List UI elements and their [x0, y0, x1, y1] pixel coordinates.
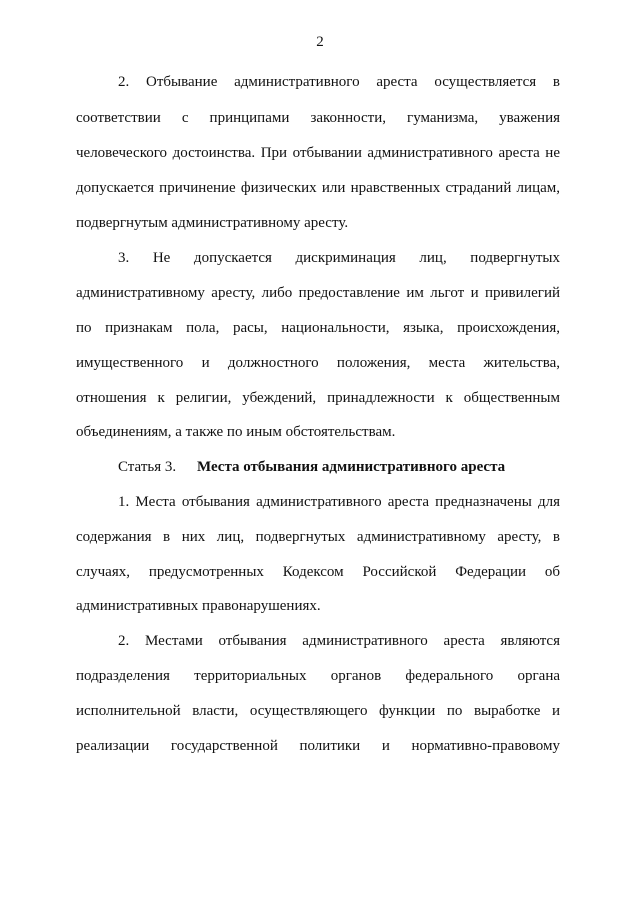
- text-line: допускается причинение физических или нравственных страданий лицам,: [76, 180, 560, 196]
- text-line: объединениям, а также по иным обстоятельствам.: [76, 424, 396, 440]
- text-line: по признакам пола, расы, национальности, языка, происхождения,: [76, 320, 560, 336]
- text-line: административных правонарушениях.: [76, 598, 321, 614]
- text-line: исполнительной власти, осуществляющего функции по выработке и: [76, 703, 560, 719]
- text-line: соответствии с принципами законности, гуманизма, уважения: [76, 110, 560, 126]
- text-line: подвергнутым административному аресту.: [76, 215, 349, 231]
- text-line: 3. Не допускается дискриминация лиц, подвергнутых: [118, 250, 560, 266]
- text-line: 1. Места отбывания административного ареста предназначены для: [118, 494, 560, 510]
- text-line: отношения к религии, убеждений, принадлежности к общественным: [76, 390, 560, 406]
- page-number: 2: [316, 34, 324, 50]
- text-line: 2. Отбывание административного ареста осуществляется в: [118, 74, 560, 90]
- text-line: подразделения территориальных органов федерального органа: [76, 668, 560, 684]
- text-line: реализации государственной политики и нормативно-правовому: [76, 738, 560, 754]
- text-line: содержания в них лиц, подвергнутых административному аресту, в: [76, 529, 560, 545]
- text-line: человеческого достоинства. При отбывании административного ареста не: [76, 145, 560, 161]
- text-line: имущественного и должностного положения, места жительства,: [76, 355, 560, 371]
- article-label: Статья 3.: [118, 459, 177, 475]
- text-line: случаях, предусмотренных Кодексом Российской Федерации об: [76, 564, 560, 580]
- text-line: 2. Местами отбывания административного ареста являются: [118, 633, 560, 649]
- text-line: административному аресту, либо предоставление им льгот и привилегий: [76, 285, 560, 301]
- article-title: Места отбывания административного ареста: [197, 459, 506, 475]
